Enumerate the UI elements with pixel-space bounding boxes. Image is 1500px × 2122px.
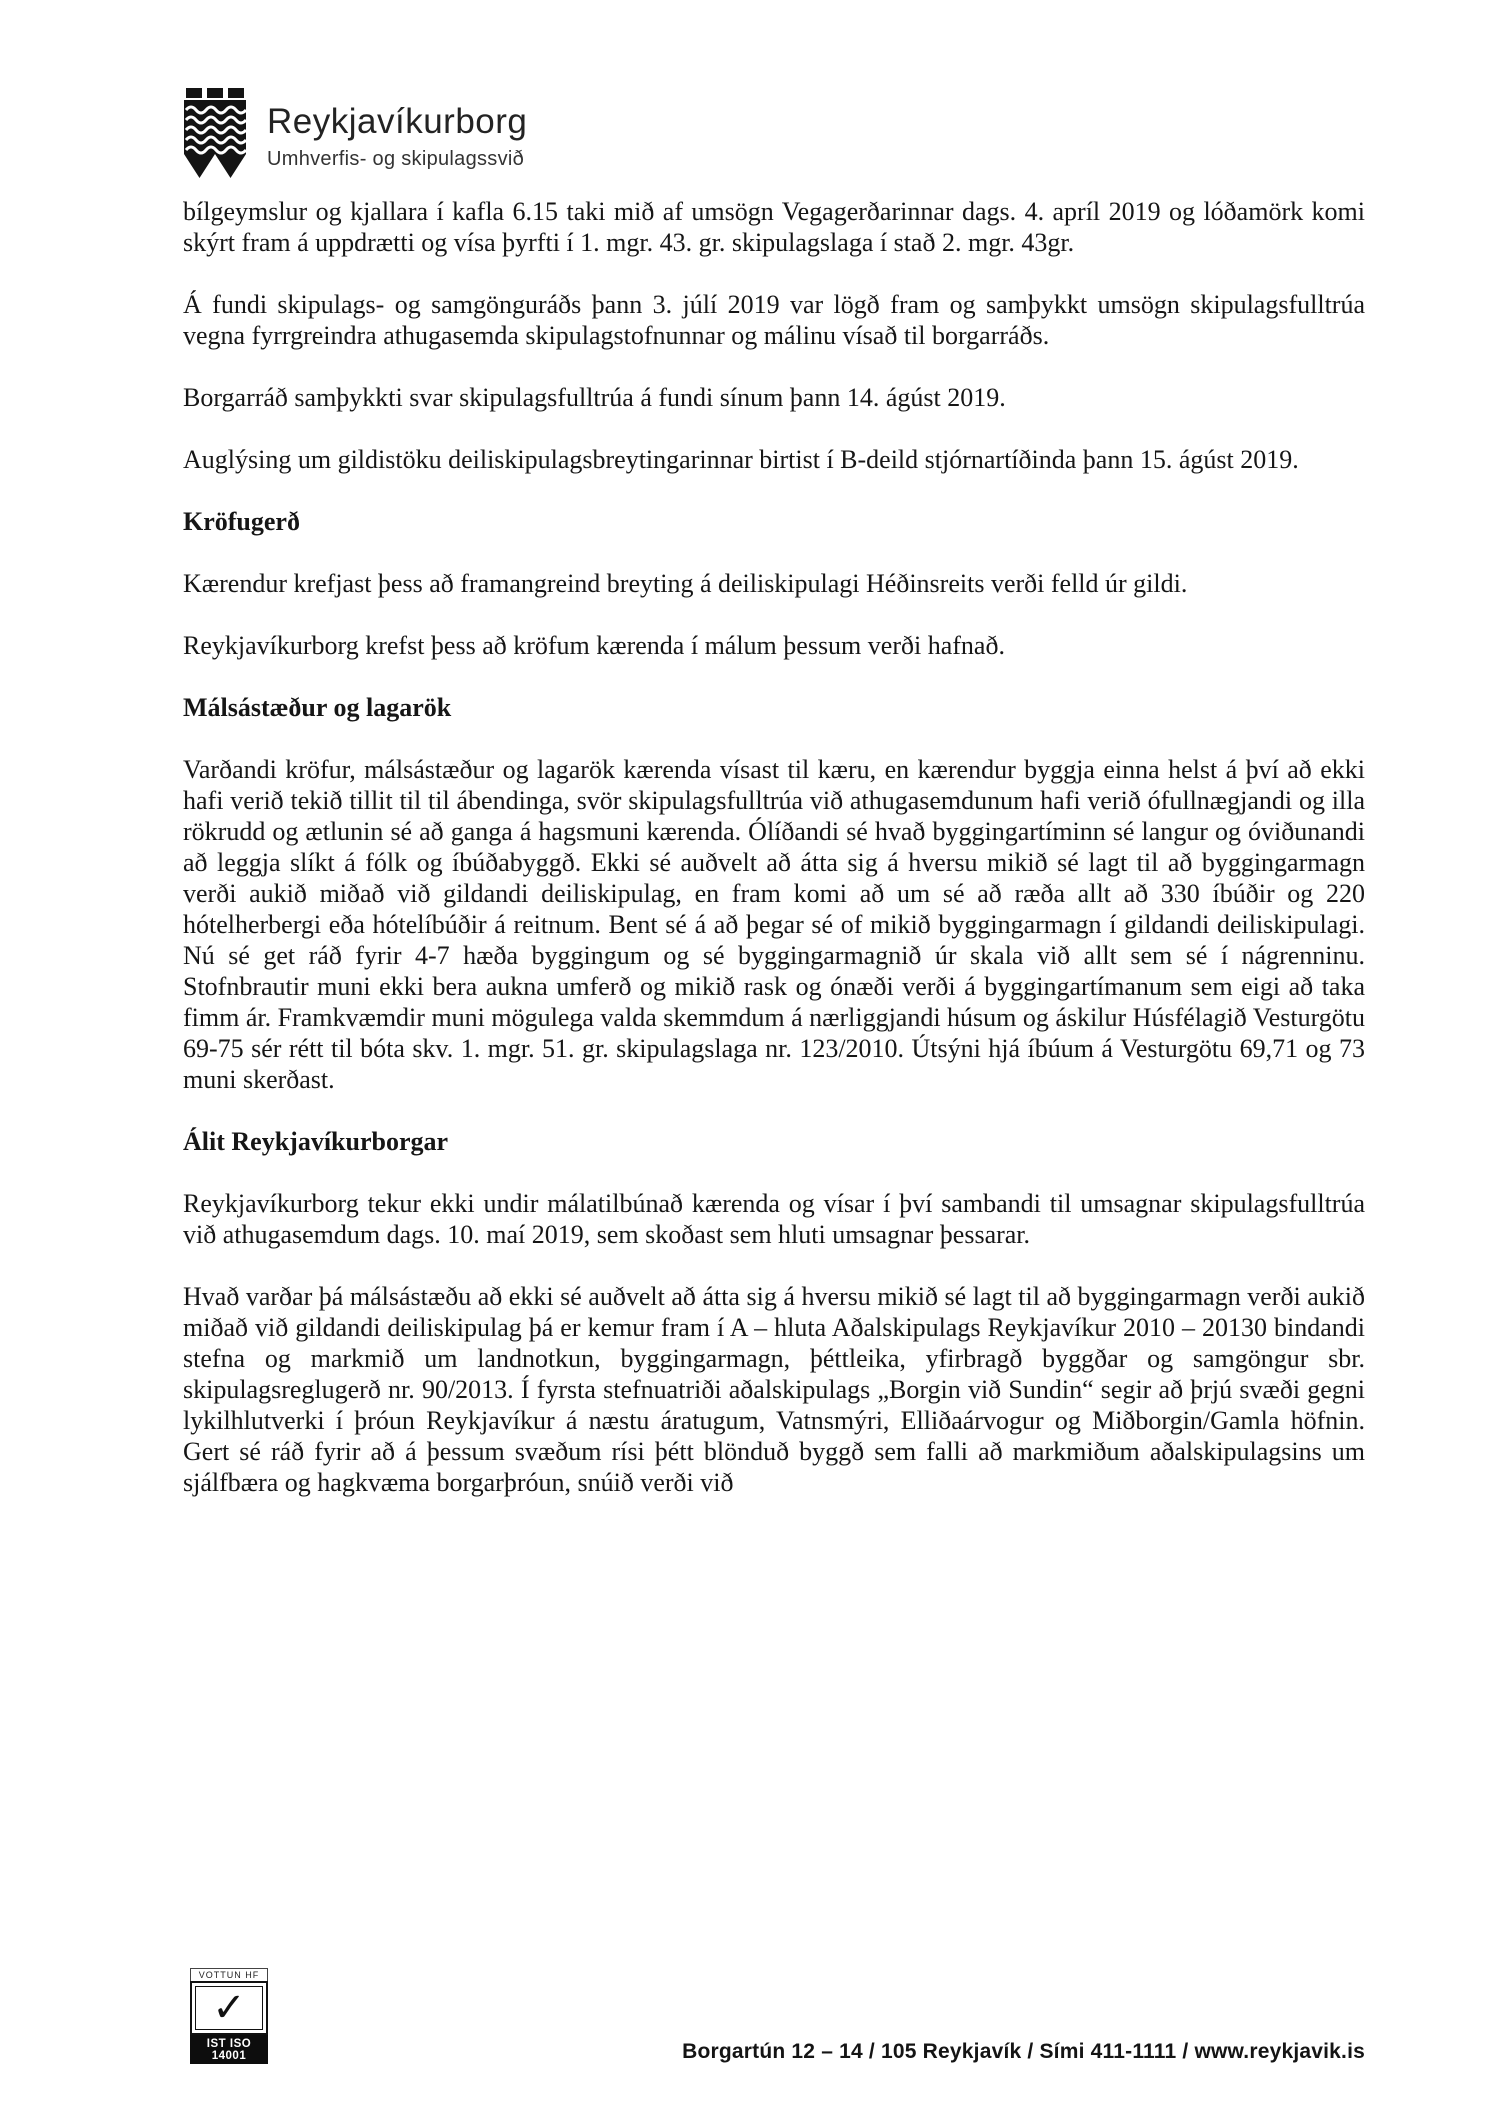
org-identity xyxy=(267,88,527,171)
coat-of-arms-graphic xyxy=(183,88,247,182)
footer-contact: Borgartún 12 – 14 / 105 Reykjavík / Sími 411-1111 / www.reykjavik.is xyxy=(682,2040,1365,2063)
cert-vottun-label: VOTTUN HF xyxy=(190,1968,268,1981)
paragraph: Hvað varðar þá málsástæðu að ekki sé auðvelt að átta sig á hversu mikið sé lagt til að byggingarmagn verði aukið miðað við gildandi deiliskipulag þá er kemur fram í A – hluta Aðalskipulags Reykjavíkur 2010 – 20130 bindandi stefna og markmið um landnotkun, byggingarmagn, þéttleika, yfirbragð byggðar og samgöngur sbr. skipulagsreglugerð nr. 90/2013. Í fyrsta stefnuatriði aðalskipulags „Borgin við Sundin“ segir að þrjú svæði gegni lykilhlutverki í þróun Reykjavíkur á næstu áratugum, Vatnsmýri, Elliðaárvogur og Miðborgin/Gamla höfnin. Gert sé ráð fyrir að á þessum svæðum rísi þétt blönduð byggð sem falli að markmiðum aðalskipulagsins um sjálfbæra og hagkvæma borgarþróun, snúið verði við xyxy=(183,1282,1365,1497)
section-heading-malsastaedur: Málsástæður og lagarök xyxy=(183,693,452,722)
paragraph: Reykjavíkurborg krefst þess að kröfum kærenda í málum þessum verði hafnað. xyxy=(183,631,1005,660)
iso-certification-mark xyxy=(190,1968,268,2064)
cert-iso-label: IST ISO 14001 xyxy=(190,2035,268,2064)
paragraph: Auglýsing um gildistöku deiliskipulagsbreytingarinnar birtist í B-deild stjórnartíðinda þann 15. ágúst 2019. xyxy=(183,445,1299,474)
paragraph: Borgarráð samþykkti svar skipulagsfulltrúa á fundi sínum þann 14. ágúst 2019. xyxy=(183,383,1006,412)
paragraph: Kærendur krefjast þess að framangreind breyting á deiliskipulagi Héðinsreits verði felld úr gildi. xyxy=(183,569,1188,598)
letterhead xyxy=(183,88,527,187)
checkmark-icon xyxy=(190,1981,268,2035)
paragraph: Reykjavíkurborg tekur ekki undir málatilbúnað kærenda og vísar í því sambandi til umsagnar skipulagsfulltrúa við athugasemdum dags. 10. maí 2019, sem skoðast sem hluti umsagnar þessarar. xyxy=(183,1189,1365,1249)
section-heading-krofugerd: Kröfugerð xyxy=(183,507,300,536)
section-heading-alit: Álit Reykjavíkurborgar xyxy=(183,1127,449,1156)
paragraph: bílgeymslur og kjallara í kafla 6.15 taki mið af umsögn Vegagerðarinnar dags. 4. apríl 2019 og lóðamörk komi skýrt fram á uppdrætti og vísa þyrfti í 1. mgr. 43. gr. skipulagslaga í stað 2. mgr. 43gr. xyxy=(183,197,1365,257)
document-body xyxy=(183,196,1365,1529)
paragraph: Á fundi skipulags- og samgönguráðs þann 3. júlí 2019 var lögð fram og samþykkt umsögn skipulagsfulltrúa vegna fyrrgreindra athugasemda skipulagstofnunnar og málinu vísað til borgarráðs. xyxy=(183,290,1365,350)
reykjavik-coat-of-arms-logo xyxy=(183,88,247,187)
org-name: Reykjavíkurborg xyxy=(267,102,528,141)
org-department: Umhverfis- og skipulagssvið xyxy=(267,148,525,170)
checkmark-glyph: ✓ xyxy=(212,1986,246,2030)
paragraph: Varðandi kröfur, málsástæður og lagarök kærenda vísast til kæru, en kærendur byggja einna helst á því að ekki hafi verið tekið tillit til til ábendinga, svör skipulagsfulltrúa við athugasemdunum hafi verið ófullnægjandi og illa rökrudd og ætlunin sé að ganga á hagsmuni kærenda. Ólíðandi sé hvað byggingartíminn sé langur og óviðunandi að leggja slíkt á fólk og íbúðabyggð. Ekki sé auðvelt að átta sig á hversu mikið sé lagt til að byggingarmagn verði aukið miðað við gildandi deiliskipulag, en fram komi að um sé að ræða allt að 330 íbúðir og 220 hótelherbergi eða hótelíbúðir á reitnum. Bent sé á að þegar sé of mikið byggingarmagn í gildandi deiliskipulagi. Nú sé get ráð fyrir 4-7 hæða byggingum og sé byggingarmagnið úr skala við allt sem sé í nágrenninu. Stofnbrautir muni ekki bera aukna umferð og mikið rask og ónæði verði á byggingartímanum sem eigi að taka fimm ár. Framkvæmdir muni mögulega valda skemmdum á nærliggjandi húsum og áskilur Húsfélagið Vesturgötu 69-75 sér rétt til bóta skv. 1. mgr. 51. gr. skipulagslaga nr. 123/2010. Útsýni hjá íbúum á Vesturgötu 69,71 og 73 muni skerðast. xyxy=(183,755,1365,1094)
